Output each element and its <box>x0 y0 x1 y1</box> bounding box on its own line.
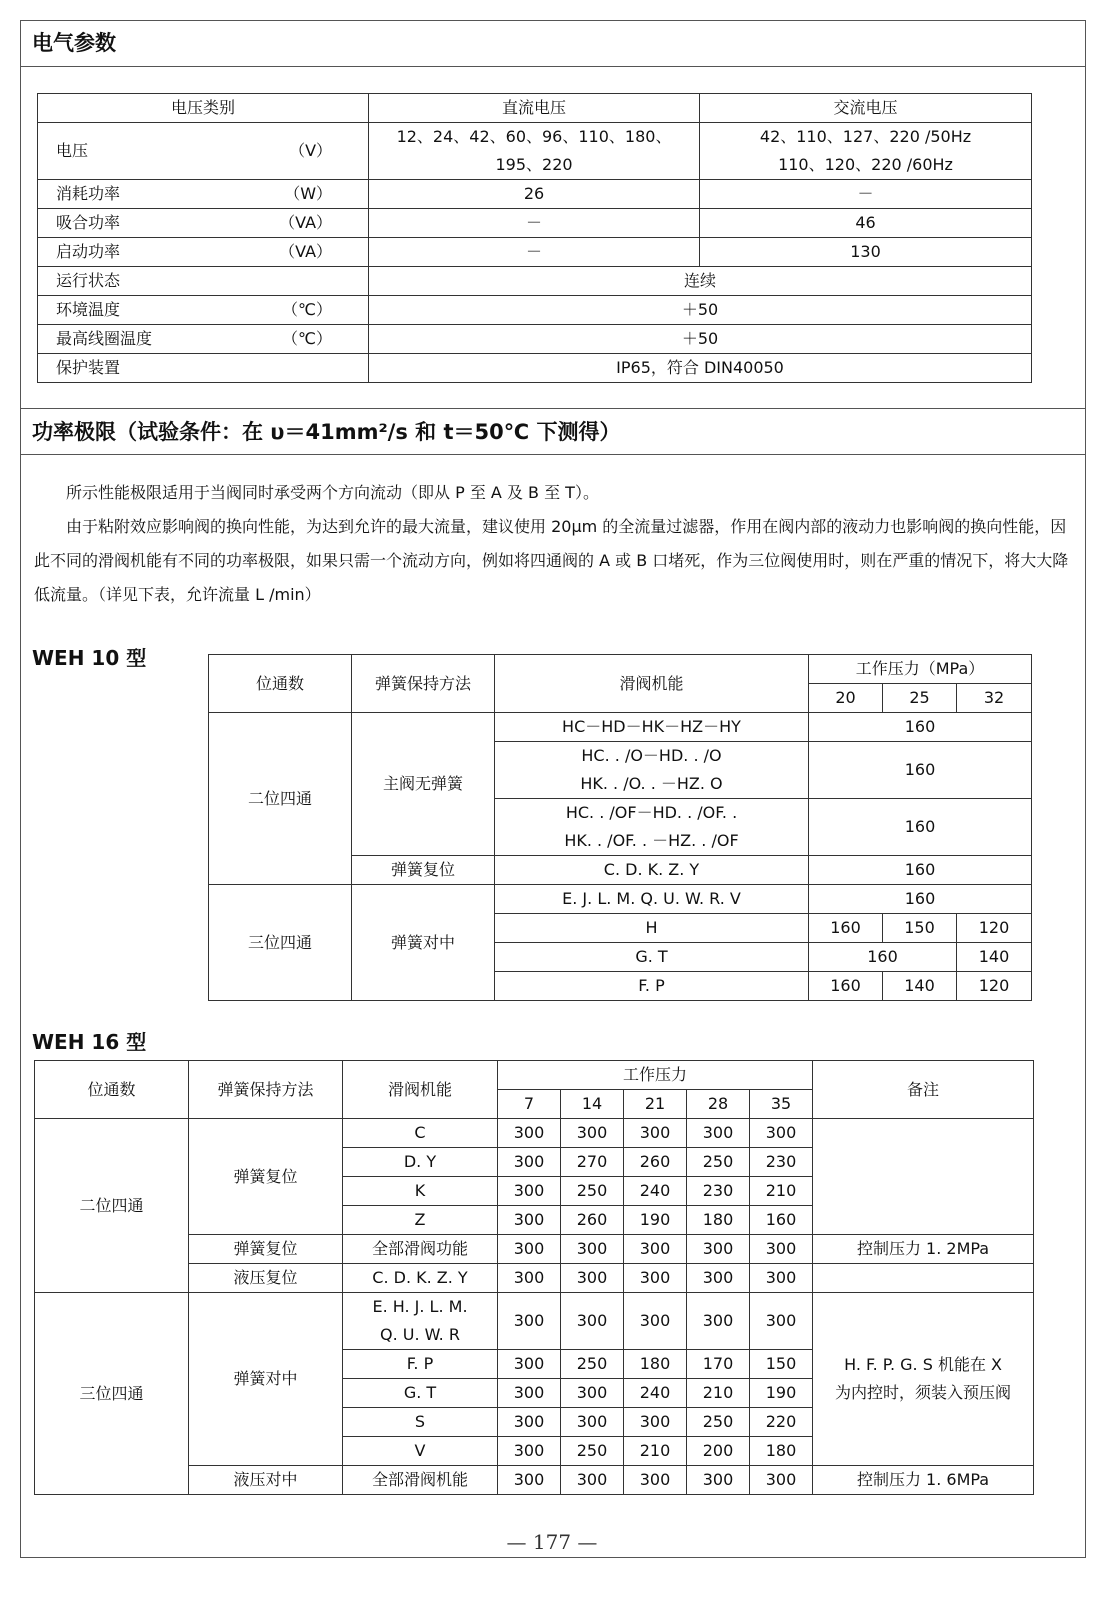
flow-value: 160 <box>809 742 1032 799</box>
row-unit: （℃） <box>268 325 369 354</box>
cell-value: 46 <box>700 209 1032 238</box>
pressure-32: 32 <box>957 684 1032 713</box>
flow-value: 300 <box>624 1293 687 1350</box>
flow-value: 180 <box>624 1350 687 1379</box>
row-label: 电压 <box>38 123 268 180</box>
spring-center: 弹簧对中 <box>189 1293 343 1466</box>
header-dc-voltage: 直流电压 <box>369 94 700 123</box>
header-position: 位通数 <box>35 1061 189 1119</box>
paragraph-2: 由于粘附效应影响阀的换向性能，为达到允许的最大流量，建议使用 20μm 的全流量过滤器，作用在阀内部的液动力也影响阀的换向性能，因此不同的滑阀机能有不同的功率极限，如果只需一个流动方向，例如将四通阀的 A 或 B 口堵死，作为三位阀使用时，则在严重的情况下，将大大降低流量。（详见下表，允许流量 L /min） <box>34 517 1069 604</box>
cell-value: 连续 <box>369 267 1032 296</box>
row-label: 消耗功率 <box>38 180 268 209</box>
spool-cell: F. P <box>343 1350 498 1379</box>
row-unit: （V） <box>268 123 369 180</box>
flow-value: 260 <box>624 1148 687 1177</box>
group-three-position: 三位四通 <box>35 1293 189 1495</box>
flow-value: 250 <box>561 1177 624 1206</box>
flow-value: 230 <box>750 1148 813 1177</box>
flow-value: 120 <box>957 914 1032 943</box>
flow-value: 300 <box>687 1466 750 1495</box>
flow-value: 300 <box>561 1379 624 1408</box>
pressure-35: 35 <box>750 1090 813 1119</box>
note-precontrol: H. F. P. G. S 机能在 X 为内控时，须装入预压阀 <box>813 1293 1034 1466</box>
flow-value: 300 <box>498 1206 561 1235</box>
flow-value: 160 <box>750 1206 813 1235</box>
flow-value: 300 <box>498 1148 561 1177</box>
flow-value: 150 <box>883 914 957 943</box>
flow-value: 270 <box>561 1148 624 1177</box>
spool-cell: C. D. K. Z. Y <box>343 1264 498 1293</box>
flow-value: 300 <box>750 1119 813 1148</box>
table-row <box>38 180 1032 209</box>
table-row <box>38 94 1032 123</box>
spring-return: 弹簧复位 <box>189 1119 343 1235</box>
flow-value: 300 <box>561 1235 624 1264</box>
hydraulic-return: 液压复位 <box>189 1264 343 1293</box>
row-label: 运行状态 <box>38 267 268 296</box>
cell-value: 130 <box>700 238 1032 267</box>
table-row <box>209 655 1032 684</box>
spool-cell: H <box>495 914 809 943</box>
flow-value: 200 <box>687 1437 750 1466</box>
flow-value: 160 <box>809 972 883 1001</box>
flow-value: 300 <box>498 1466 561 1495</box>
flow-value: 250 <box>561 1350 624 1379</box>
pressure-14: 14 <box>561 1090 624 1119</box>
flow-value: 120 <box>957 972 1032 1001</box>
spool-cell: HC. . /O－HD. . /O HK. . /O. . －HZ. O <box>495 742 809 799</box>
table-row <box>38 325 1032 354</box>
flow-value: 140 <box>957 943 1032 972</box>
weh10-title: WEH 10 型 <box>32 646 147 670</box>
flow-value: 190 <box>750 1379 813 1408</box>
flow-value: 240 <box>624 1177 687 1206</box>
spool-cell: F. P <box>495 972 809 1001</box>
spring-return: 弹簧复位 <box>352 856 495 885</box>
header-spring: 弹簧保持方法 <box>189 1061 343 1119</box>
flow-value: 240 <box>624 1379 687 1408</box>
spool-cell: D. Y <box>343 1148 498 1177</box>
flow-value: 300 <box>498 1379 561 1408</box>
cell-value: ＋50 <box>369 296 1032 325</box>
row-unit: （VA） <box>268 238 369 267</box>
hydraulic-center: 液压对中 <box>189 1466 343 1495</box>
spool-cell: E. J. L. M. Q. U. W. R. V <box>495 885 809 914</box>
flow-value: 300 <box>498 1350 561 1379</box>
table-row <box>35 1119 1034 1148</box>
cell-value: － <box>700 180 1032 209</box>
flow-value: 300 <box>687 1235 750 1264</box>
spool-cell: C. D. K. Z. Y <box>495 856 809 885</box>
flow-value: 160 <box>809 943 957 972</box>
table-row <box>35 1061 1034 1090</box>
flow-value: 300 <box>624 1466 687 1495</box>
table-row <box>38 123 1032 180</box>
electrical-params-table <box>37 93 1032 383</box>
table-row <box>209 885 1032 914</box>
description-paragraphs <box>34 476 1074 612</box>
flow-value: 300 <box>624 1119 687 1148</box>
flow-value: 300 <box>750 1293 813 1350</box>
flow-value: 260 <box>561 1206 624 1235</box>
header-position: 位通数 <box>209 655 352 713</box>
group-three-position: 三位四通 <box>209 885 352 1001</box>
flow-value: 300 <box>624 1408 687 1437</box>
flow-value: 300 <box>498 1293 561 1350</box>
header-spool: 滑阀机能 <box>343 1061 498 1119</box>
flow-value: 300 <box>561 1293 624 1350</box>
flow-value: 300 <box>750 1466 813 1495</box>
flow-value: 300 <box>561 1466 624 1495</box>
pressure-21: 21 <box>624 1090 687 1119</box>
spool-cell: S <box>343 1408 498 1437</box>
flow-value: 180 <box>687 1206 750 1235</box>
flow-value: 210 <box>750 1177 813 1206</box>
spring-center: 弹簧对中 <box>352 885 495 1001</box>
flow-value: 300 <box>687 1119 750 1148</box>
table-row <box>35 1293 1034 1350</box>
flow-value: 210 <box>687 1379 750 1408</box>
section-title-power-limits: 功率极限（试验条件：在 υ＝41mm²/s 和 t＝50℃ 下测得） <box>20 408 1086 455</box>
spool-cell: G. T <box>495 943 809 972</box>
header-spool: 滑阀机能 <box>495 655 809 713</box>
flow-value: 170 <box>687 1350 750 1379</box>
note-empty <box>813 1264 1034 1293</box>
row-unit: （VA） <box>268 209 369 238</box>
flow-value: 300 <box>561 1408 624 1437</box>
header-pressure: 工作压力 <box>498 1061 813 1090</box>
row-label: 环境温度 <box>38 296 268 325</box>
table-row <box>38 238 1032 267</box>
flow-value: 190 <box>624 1206 687 1235</box>
spool-cell: G. T <box>343 1379 498 1408</box>
note-control-pressure: 控制压力 1. 2MPa <box>813 1235 1034 1264</box>
spool-cell: V <box>343 1437 498 1466</box>
row-label: 保护装置 <box>38 354 268 383</box>
ac-voltage-values: 42、110、127、220 /50Hz 110、120、220 /60Hz <box>700 123 1032 180</box>
spool-cell: 全部滑阀功能 <box>343 1235 498 1264</box>
flow-value: 140 <box>883 972 957 1001</box>
section-title-electrical: 电气参数 <box>20 20 1086 67</box>
pressure-28: 28 <box>687 1090 750 1119</box>
dc-voltage-values: 12、24、42、60、96、110、180、 195、220 <box>369 123 700 180</box>
group-two-position: 二位四通 <box>35 1119 189 1293</box>
flow-value: 250 <box>687 1408 750 1437</box>
flow-value: 300 <box>561 1264 624 1293</box>
note-control-pressure: 控制压力 1. 6MPa <box>813 1466 1034 1495</box>
flow-value: 300 <box>498 1408 561 1437</box>
flow-value: 300 <box>498 1235 561 1264</box>
spool-cell: HC. . /OF－HD. . /OF. . HK. . /OF. . －HZ. . /OF <box>495 799 809 856</box>
pressure-7: 7 <box>498 1090 561 1119</box>
cell-value: － <box>369 209 700 238</box>
flow-value: 160 <box>809 856 1032 885</box>
cell-value: 26 <box>369 180 700 209</box>
flow-value: 160 <box>809 914 883 943</box>
flow-value: 300 <box>750 1235 813 1264</box>
row-label: 启动功率 <box>38 238 268 267</box>
note-empty <box>813 1119 1034 1235</box>
spool-cell: HC－HD－HK－HZ－HY <box>495 713 809 742</box>
flow-value: 300 <box>498 1264 561 1293</box>
flow-value: 230 <box>687 1177 750 1206</box>
spool-cell: K <box>343 1177 498 1206</box>
flow-value: 160 <box>809 799 1032 856</box>
paragraph-1: 所示性能极限适用于当阀同时承受两个方向流动（即从 P 至 A 及 B 至 T）。 <box>66 483 599 502</box>
cell-value: IP65，符合 DIN40050 <box>369 354 1032 383</box>
row-label: 吸合功率 <box>38 209 268 238</box>
flow-value: 160 <box>809 885 1032 914</box>
spool-cell: E. H. J. L. M. Q. U. W. R <box>343 1293 498 1350</box>
weh16-title: WEH 16 型 <box>32 1030 147 1054</box>
flow-value: 250 <box>687 1148 750 1177</box>
flow-value: 210 <box>624 1437 687 1466</box>
flow-value: 300 <box>624 1264 687 1293</box>
spring-none: 主阀无弹簧 <box>352 713 495 856</box>
header-spring: 弹簧保持方法 <box>352 655 495 713</box>
header-pressure: 工作压力（MPa） <box>809 655 1032 684</box>
spool-cell: C <box>343 1119 498 1148</box>
flow-value: 180 <box>750 1437 813 1466</box>
pressure-25: 25 <box>883 684 957 713</box>
spring-return: 弹簧复位 <box>189 1235 343 1264</box>
flow-value: 300 <box>498 1177 561 1206</box>
flow-value: 300 <box>561 1119 624 1148</box>
flow-value: 300 <box>498 1437 561 1466</box>
pressure-20: 20 <box>809 684 883 713</box>
table-row <box>38 354 1032 383</box>
spool-cell: 全部滑阀机能 <box>343 1466 498 1495</box>
header-ac-voltage: 交流电压 <box>700 94 1032 123</box>
row-label: 最高线圈温度 <box>38 325 268 354</box>
flow-value: 300 <box>687 1293 750 1350</box>
cell-value: － <box>369 238 700 267</box>
spool-cell: Z <box>343 1206 498 1235</box>
cell-value: ＋50 <box>369 325 1032 354</box>
flow-value: 250 <box>561 1437 624 1466</box>
header-note: 备注 <box>813 1061 1034 1119</box>
group-two-position: 二位四通 <box>209 713 352 885</box>
header-voltage-type: 电压类别 <box>38 94 369 123</box>
table-row <box>38 296 1032 325</box>
page-number: — 177 — <box>506 1530 598 1554</box>
flow-value: 300 <box>498 1119 561 1148</box>
row-unit: （W） <box>268 180 369 209</box>
flow-value: 300 <box>624 1235 687 1264</box>
flow-value: 150 <box>750 1350 813 1379</box>
table-row <box>38 209 1032 238</box>
weh10-table <box>208 654 1032 1001</box>
flow-value: 300 <box>687 1264 750 1293</box>
flow-value: 300 <box>750 1264 813 1293</box>
table-row <box>38 267 1032 296</box>
table-row <box>209 713 1032 742</box>
flow-value: 160 <box>809 713 1032 742</box>
flow-value: 220 <box>750 1408 813 1437</box>
row-unit: （℃） <box>268 296 369 325</box>
weh16-table <box>34 1060 1034 1495</box>
